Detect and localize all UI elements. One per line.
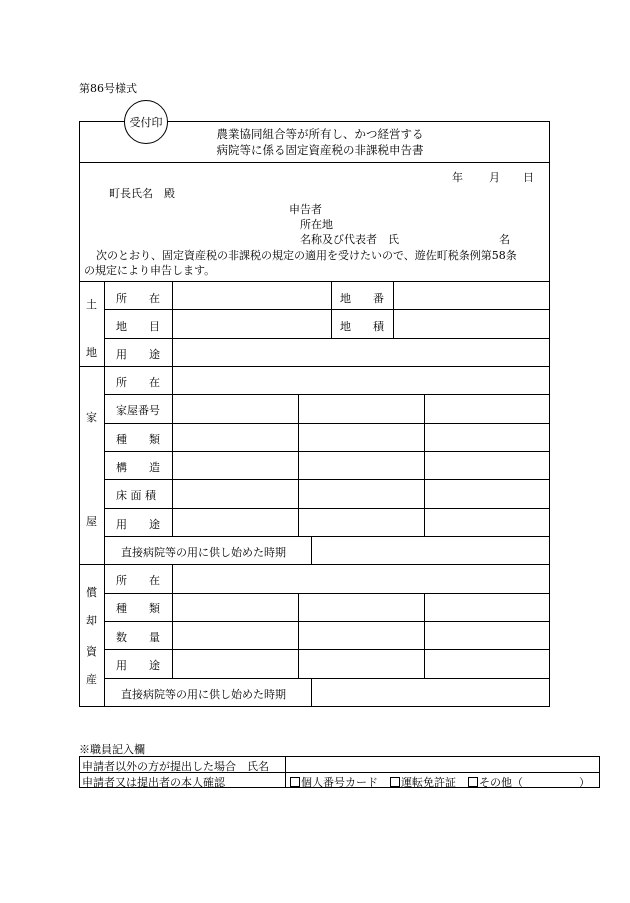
dep-start-date-label: 直接病院等の用に供し始めた時期 — [121, 688, 286, 701]
date-day-label: 日 — [523, 171, 534, 184]
rule-dep-1 — [104, 593, 550, 594]
rule-land-2 — [104, 338, 550, 339]
rule-house-mid-col — [298, 394, 299, 536]
rule-preamble-bottom — [79, 281, 550, 282]
land-area-label: 地 積 — [340, 320, 384, 333]
rule-section-column — [104, 281, 105, 707]
staff-identity-check-label: 申請者又は提出者の本人確認 — [82, 776, 225, 789]
addressee: 町長氏名 殿 — [109, 187, 175, 200]
staff-col-rule — [285, 756, 286, 788]
form-title-line2: 病院等に係る固定資産税の非課税申告書 — [216, 143, 424, 157]
checkbox-other-label: その他（ — [479, 776, 523, 789]
dep-section-char-3: 資 — [86, 645, 97, 658]
dep-quantity-label: 数 量 — [116, 631, 160, 644]
rule-dep-date-col — [311, 678, 312, 707]
house-start-date-label: 直接病院等の用に供し始めた時期 — [121, 546, 286, 559]
house-location-label: 所 在 — [116, 376, 160, 389]
date-month-label: 月 — [489, 171, 500, 184]
rule-house-date-col — [311, 536, 312, 564]
staff-submitter-name-label: 申請者以外の方が提出した場合 氏名 — [82, 760, 269, 773]
rule-house-1 — [104, 394, 550, 395]
land-use-label: 用 途 — [116, 348, 160, 361]
dep-section-char-2: 却 — [86, 614, 97, 627]
rule-land-label2-col — [393, 281, 394, 338]
land-lot-number-label: 地 番 — [340, 292, 384, 305]
rule-land-label-col — [172, 281, 173, 366]
rule-house-4 — [104, 479, 550, 480]
form-title-line1: 農業協同組合等が所有し、かつ経営する — [216, 127, 424, 141]
rule-house-2 — [104, 423, 550, 424]
applicant-name-label: 名称及び代表者 氏 — [300, 233, 399, 246]
dep-section-char-4: 産 — [86, 673, 97, 686]
house-type-label: 種 類 — [116, 433, 160, 446]
rule-land-1 — [104, 309, 550, 310]
rule-dep-right-col — [424, 593, 425, 678]
checkbox-square[interactable] — [290, 777, 300, 787]
land-section-char-2: 地 — [86, 346, 97, 359]
land-location-label: 所 在 — [116, 292, 160, 305]
land-category-label: 地 目 — [116, 320, 160, 333]
rule-dep-4 — [104, 678, 550, 679]
applicant-heading: 申告者 — [289, 203, 322, 216]
seal-label: 受付印 — [129, 116, 163, 129]
checkbox-license-label: 運転免許証 — [401, 776, 456, 789]
rule-land-mid-col — [331, 281, 332, 338]
checkbox-mynumber-label: 個人番号カード — [301, 776, 378, 789]
checkbox-other[interactable] — [468, 774, 523, 790]
rule-house-label-col — [172, 366, 173, 536]
rule-house-5 — [104, 508, 550, 509]
declaration-line2: の規定により申告します。 — [84, 264, 216, 277]
rule-house-3 — [104, 451, 550, 452]
rule-dep-3 — [104, 649, 550, 650]
land-section-char-1: 土 — [86, 298, 97, 311]
dep-location-label: 所 在 — [116, 574, 160, 587]
rule-title-bottom — [79, 162, 550, 163]
rule-house-bottom — [79, 564, 550, 565]
checkbox-mynumber-card[interactable] — [290, 774, 378, 790]
rule-land-bottom — [79, 366, 550, 367]
house-floor-area-label: 床 面 積 — [116, 489, 156, 502]
rule-dep-label-col — [172, 564, 173, 678]
house-section-char-2: 屋 — [86, 515, 97, 528]
rule-dep-2 — [104, 621, 550, 622]
checkbox-square[interactable] — [390, 777, 400, 787]
date-year-label: 年 — [452, 171, 463, 184]
applicant-name-suffix: 名 — [499, 233, 510, 246]
house-number-label: 家屋番号 — [116, 404, 160, 417]
house-section-char-1: 家 — [86, 411, 97, 424]
rule-house-6 — [104, 536, 550, 537]
dep-type-label: 種 類 — [116, 602, 160, 615]
applicant-address-label: 所在地 — [300, 218, 333, 231]
form-number: 第86号様式 — [79, 82, 137, 95]
dep-use-label: 用 途 — [116, 659, 160, 672]
dep-section-char-1: 償 — [86, 586, 97, 599]
checkbox-square[interactable] — [468, 777, 478, 787]
house-structure-label: 構 造 — [116, 461, 160, 474]
staff-section-heading: ※職員記入欄 — [79, 743, 145, 756]
declaration-line1: 次のとおり、固定資産税の非課税の規定の適用を受けたいので、遊佐町税条例第58条 — [96, 249, 517, 262]
rule-house-right-col — [424, 394, 425, 536]
checkbox-drivers-license[interactable] — [390, 774, 456, 790]
house-use-label: 用 途 — [116, 518, 160, 531]
rule-dep-mid-col — [298, 593, 299, 678]
checkbox-other-close: ） — [579, 776, 590, 789]
